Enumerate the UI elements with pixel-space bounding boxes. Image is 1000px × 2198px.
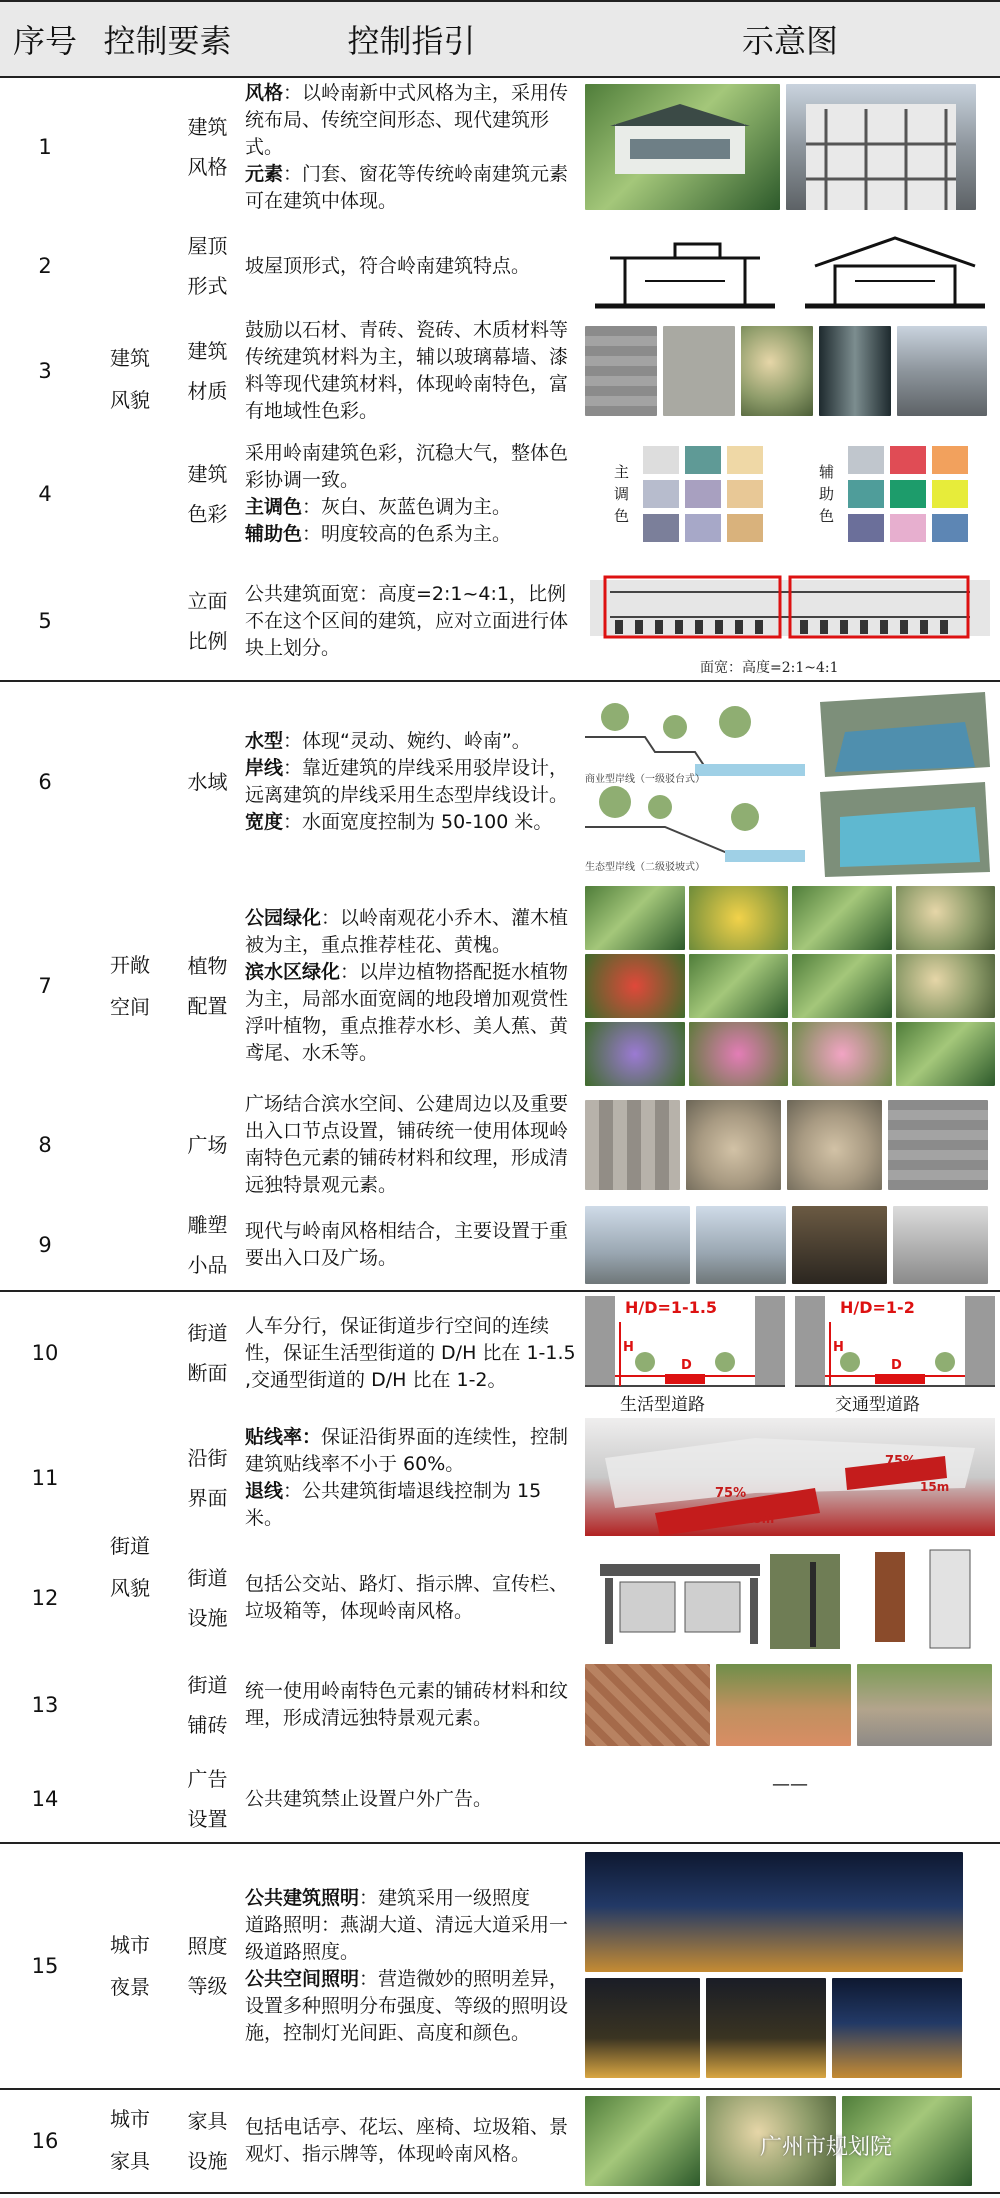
element-label: 设施	[187, 2149, 228, 2173]
table-row	[0, 1654, 1000, 1756]
guide-line: 岸线：靠近建筑的岸线采用驳岸设计，远离建筑的岸线采用生态型岸线设计。	[245, 757, 569, 806]
table-row	[0, 1844, 1000, 2088]
row-element	[170, 1756, 245, 1842]
element-label: 广场	[187, 1133, 228, 1157]
element-label: 设施	[187, 1606, 228, 1630]
row-guide	[245, 216, 578, 316]
guide-line: 坡屋顶形式，符合岭南建筑特点。	[245, 254, 531, 277]
row-element	[170, 1844, 245, 2088]
color-swatch	[932, 480, 968, 508]
color-swatch	[643, 446, 679, 474]
building-render-image	[585, 84, 780, 210]
plaza-photo	[787, 1100, 882, 1190]
table-row	[0, 216, 1000, 316]
element-label: 形式	[187, 274, 228, 298]
road-type-1: 生活型道路	[620, 1395, 705, 1415]
d-label-1: D	[681, 1358, 692, 1373]
element-label: 沿街	[187, 1446, 228, 1470]
hd-ratio-1: H/D=1-1.5	[625, 1298, 718, 1317]
setback-label-2: 15m	[920, 1480, 950, 1494]
paving-photo	[585, 1664, 710, 1746]
plant-photo	[792, 1022, 892, 1086]
guide-line: 鼓励以石材、青砖、瓷砖、木质材料等传统建筑材料为主，辅以玻璃幕墙、漆料等现代建筑材料，体现岭南特色，富有地域性色彩。	[245, 319, 569, 422]
percent-label-2: 75%	[885, 1454, 917, 1469]
street-facility-figure	[585, 1542, 995, 1654]
row-element	[170, 1542, 245, 1654]
row-number: 10	[31, 1341, 59, 1365]
row-guide	[245, 426, 578, 562]
element-label: 照度	[187, 1934, 228, 1958]
table-row	[0, 78, 1000, 216]
waterfront-figure	[585, 682, 995, 882]
aux-color-label: 辅 助 色	[818, 463, 834, 525]
table-row	[0, 316, 1000, 426]
table-row	[0, 2090, 1000, 2192]
night-aerial-photo	[585, 1852, 963, 1972]
glass-curtain-image	[819, 326, 891, 416]
sculpture-images	[585, 1200, 995, 1290]
color-swatch	[685, 480, 721, 508]
table-row	[0, 562, 1000, 680]
color-swatch	[727, 446, 763, 474]
color-swatch	[848, 480, 884, 508]
night-photo	[585, 1978, 700, 2078]
color-swatch	[932, 514, 968, 542]
sculpture-photo	[585, 1206, 690, 1284]
table-row	[0, 1090, 1000, 1200]
guide-line: 辅助色：明度较高的色系为主。	[245, 523, 512, 545]
group-label: 家具	[110, 2149, 150, 2173]
row-guide	[245, 882, 578, 1090]
row-element	[170, 426, 245, 562]
row-element	[170, 1292, 245, 1414]
color-swatch	[685, 514, 721, 542]
paving-photo	[857, 1664, 992, 1746]
row-element	[170, 1654, 245, 1756]
row-guide	[245, 1200, 578, 1290]
element-label: 界面	[187, 1486, 228, 1510]
shore-label-1: 商业型岸线（一级驳台式）	[585, 774, 705, 785]
plant-gallery	[585, 882, 995, 1090]
row-number: 4	[38, 482, 52, 506]
row-number: 12	[31, 1586, 59, 1610]
row-number: 6	[38, 770, 52, 794]
building-material-image	[897, 326, 987, 416]
guide-line: 主调色：灰白、灰蓝色调为主。	[245, 496, 512, 518]
guide-line: 元素：门套、窗花等传统岭南建筑元素可在建筑中体现。	[245, 162, 569, 212]
guide-line: 公共建筑照明：建筑采用一级照度	[245, 1887, 531, 1909]
guide-line: 滨水区绿化：以岸边植物搭配挺水植物为主，局部水面宽阔的地段增加观赏性浮叶植物，重点推荐水杉、美人蕉、黄鸢尾、水禾等。	[245, 961, 569, 1064]
table-row	[0, 1414, 1000, 1542]
element-label: 广告	[187, 1767, 228, 1791]
night-photo	[706, 1978, 826, 2078]
aux-color-palette	[818, 446, 968, 542]
group-label: 夜景	[110, 1975, 150, 1999]
guide-line: 风格：以岭南新中式风格为主，采用传统布局、传统空间形态、现代建筑形式。	[245, 81, 569, 158]
table-row	[0, 1200, 1000, 1290]
color-swatch	[932, 446, 968, 474]
night-photo-row	[585, 1978, 995, 2078]
table-row	[0, 682, 1000, 882]
no-diagram	[585, 1756, 995, 1842]
guide-line: 公园绿化：以岭南观花小乔木、灌木植被为主，重点推荐桂花、黄槐。	[245, 907, 569, 956]
guide-line: 统一使用岭南特色元素的铺砖材料和纹理，形成清远独特景观元素。	[245, 1680, 569, 1729]
row-guide	[245, 1090, 578, 1200]
night-photo	[832, 1978, 962, 2078]
dash-placeholder: ——	[772, 1773, 808, 1795]
main-color-palette	[613, 446, 763, 542]
element-label: 建筑	[187, 462, 228, 486]
group-label: 风貌	[110, 388, 150, 412]
guide-line: 道路照明：燕湖大道、清远大道采用一级道路照度。	[245, 1914, 569, 1963]
guide-line: 包括电话亭、花坛、座椅、垃圾箱、景观灯、指示牌等，体现岭南风格。	[245, 2116, 569, 2165]
row-guide	[245, 562, 578, 680]
guide-line: 退线：公共建筑街墙退线控制为 15 米。	[245, 1480, 542, 1529]
plant-photo	[896, 954, 996, 1018]
element-label: 立面	[187, 589, 228, 613]
aux-swatch-grid	[848, 446, 968, 542]
row-guide	[245, 682, 578, 882]
row-element	[170, 216, 245, 316]
plant-photo	[792, 954, 892, 1018]
row-number: 3	[38, 359, 52, 383]
row-guide	[245, 1844, 578, 2088]
row-guide	[245, 1756, 578, 1842]
street-furniture-images	[585, 2090, 995, 2192]
color-swatch	[727, 514, 763, 542]
guide-line: 贴线率：保证沿街界面的连续性，控制建筑贴线率不小于 60%。	[245, 1426, 569, 1475]
plant-photo	[689, 1022, 789, 1086]
row-number: 2	[38, 254, 52, 278]
plaza-photo	[888, 1100, 988, 1190]
street-interface-figure	[585, 1418, 995, 1536]
plaza-photo	[585, 1100, 680, 1190]
table-header	[0, 0, 1000, 78]
color-swatch	[848, 446, 884, 474]
row-guide	[245, 1542, 578, 1654]
element-label: 小品	[187, 1253, 228, 1277]
group-label: 空间	[110, 995, 150, 1019]
element-label: 水域	[187, 770, 228, 794]
element-label: 等级	[187, 1974, 228, 1998]
facade-proportion-figure	[585, 562, 995, 680]
shore-label-2: 生态型岸线（二级驳坡式）	[585, 862, 705, 873]
row-element	[170, 2090, 245, 2192]
element-label: 街道	[187, 1673, 228, 1697]
row-element	[170, 1414, 245, 1542]
element-label: 铺砖	[187, 1713, 228, 1737]
plant-photo	[896, 886, 996, 950]
group-label: 城市	[110, 2107, 150, 2131]
row-element	[170, 1090, 245, 1200]
watermark: 广州市规划院	[760, 2135, 893, 2160]
element-label: 设置	[187, 1807, 228, 1831]
facade-caption: 面宽：高度=2:1~4:1	[700, 660, 839, 676]
row-guide	[245, 1654, 578, 1756]
sculpture-photo	[893, 1206, 988, 1284]
plant-photo	[585, 886, 685, 950]
street-paving-images	[585, 1654, 995, 1756]
row-element	[170, 882, 245, 1090]
guide-line: 水型：体现“灵动、婉约、岭南”。	[245, 730, 531, 752]
street-section-figure	[585, 1292, 995, 1414]
element-label: 屋顶	[187, 234, 228, 258]
color-swatch	[890, 446, 926, 474]
main-swatch-grid	[643, 446, 763, 542]
plaza-photo	[686, 1100, 781, 1190]
guide-line: 公共空间照明：营造微妙的照明差异，设置多种照明分布强度、等级的照明设施，控制灯光间距、高度和颜色。	[245, 1968, 569, 2044]
header-guide: 控制指引	[347, 22, 476, 60]
road-type-2: 交通型道路	[835, 1395, 920, 1415]
material-images	[585, 316, 995, 426]
paving-photo	[716, 1664, 851, 1746]
guide-line: 公共建筑面宽：高度=2:1~4:1，比例不在这个区间的建筑，应对立面进行体块上划分。	[245, 582, 569, 659]
color-swatch	[643, 514, 679, 542]
element-label: 雕塑	[187, 1213, 228, 1237]
plant-photo	[585, 1022, 685, 1086]
tile-texture-image	[741, 326, 813, 416]
guide-line: 公共建筑禁止设置户外广告。	[245, 1787, 493, 1810]
table-row	[0, 1756, 1000, 1842]
guide-line: 现代与岭南风格相结合，主要设置于重要出入口及广场。	[245, 1220, 569, 1269]
color-swatch	[727, 480, 763, 508]
group-label: 城市	[110, 1933, 150, 1957]
element-label: 材质	[187, 379, 228, 403]
row-number: 15	[31, 1954, 59, 1978]
element-label: 断面	[187, 1361, 228, 1385]
building-facade-image	[786, 84, 976, 210]
element-label: 色彩	[187, 502, 228, 526]
element-label: 街道	[187, 1321, 228, 1345]
row-element	[170, 1200, 245, 1290]
table-row	[0, 426, 1000, 562]
h-label-2: H	[833, 1340, 844, 1355]
color-swatch	[890, 514, 926, 542]
row-guide	[245, 1292, 578, 1414]
plaza-images	[585, 1090, 995, 1200]
row-number: 5	[38, 609, 52, 633]
element-label: 建筑	[187, 339, 228, 363]
plant-photo	[585, 954, 685, 1018]
element-label: 街道	[187, 1566, 228, 1590]
row-element	[170, 562, 245, 680]
setback-label-1: 15m	[745, 1512, 775, 1526]
header-element: 控制要素	[103, 22, 232, 60]
hd-ratio-2: H/D=1-2	[840, 1298, 915, 1317]
percent-label-1: 75%	[715, 1486, 747, 1501]
element-label: 建筑	[187, 115, 228, 139]
sculpture-photo	[696, 1206, 786, 1284]
row-guide	[245, 1414, 578, 1542]
plant-photo	[896, 1022, 996, 1086]
row-element	[170, 78, 245, 216]
group-label: 街道	[110, 1534, 150, 1558]
element-label: 家具	[187, 2109, 228, 2133]
row-number: 7	[38, 974, 52, 998]
element-label: 植物	[187, 954, 228, 978]
color-swatch	[848, 514, 884, 542]
table-row	[0, 1542, 1000, 1654]
table-row	[0, 1292, 1000, 1414]
row-element	[170, 682, 245, 882]
color-palette	[585, 426, 995, 562]
header-diagram: 示意图	[741, 22, 838, 60]
roof-diagram	[585, 216, 995, 316]
row-number: 8	[38, 1133, 52, 1157]
guide-line: 人车分行，保证街道步行空间的连续性，保证生活型街道的 D/H 比在 1-1.5 ,交通型街道的 D/H 比在 1-2。	[245, 1314, 576, 1391]
color-swatch	[890, 480, 926, 508]
guide-line: 宽度：水面宽度控制为 50-100 米。	[245, 811, 553, 833]
row-number: 14	[31, 1787, 59, 1811]
plant-photo	[689, 886, 789, 950]
row-guide	[245, 316, 578, 426]
row-number: 13	[31, 1693, 59, 1717]
row-number: 11	[31, 1466, 59, 1490]
row-number: 9	[38, 1233, 52, 1257]
row-guide	[245, 2090, 578, 2192]
color-swatch	[685, 446, 721, 474]
row-number: 1	[38, 135, 52, 159]
stone-texture-image	[663, 326, 735, 416]
group-label: 风貌	[110, 1576, 150, 1600]
table-row	[0, 882, 1000, 1090]
row-guide	[245, 78, 578, 216]
element-label: 比例	[187, 629, 228, 653]
sculpture-photo	[792, 1206, 887, 1284]
main-color-label: 主 调 色	[613, 463, 629, 525]
night-lighting-images	[585, 1844, 995, 2088]
row-figure	[585, 78, 995, 216]
element-label: 风格	[187, 155, 228, 179]
row-number: 16	[31, 2129, 59, 2153]
plant-photo	[689, 954, 789, 1018]
table-bottom-border	[0, 2192, 1000, 2194]
row-element	[170, 316, 245, 426]
header-no: 序号	[12, 22, 77, 60]
guide-line: 采用岭南建筑色彩，沉稳大气，整体色彩协调一致。	[245, 442, 569, 491]
group-label: 开敞	[110, 953, 150, 977]
guide-line: 广场结合滨水空间、公建周边以及重要出入口节点设置，铺砖统一使用体现岭南特色元素的铺砖材料和纹理，形成清远独特景观元素。	[245, 1093, 569, 1196]
plant-photo	[792, 886, 892, 950]
furniture-photo	[585, 2096, 700, 2186]
brick-texture-image	[585, 326, 657, 416]
guide-line: 包括公交站、路灯、指示牌、宣传栏、垃圾箱等，体现岭南风格。	[245, 1573, 569, 1622]
group-label: 建筑	[110, 346, 150, 370]
d-label-2: D	[891, 1358, 902, 1373]
h-label-1: H	[623, 1340, 634, 1355]
element-label: 配置	[187, 994, 228, 1018]
color-swatch	[643, 480, 679, 508]
